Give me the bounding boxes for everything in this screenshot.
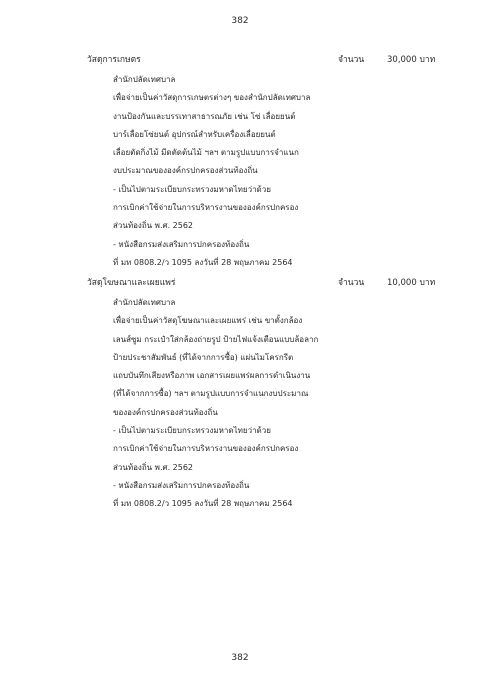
description-line: เลื่อยตัดกิ่งไม้ มีดตัดต้นไม้ ฯลฯ ตามรูปแบบการจำแนก [113,148,299,158]
budget-item-advertising-materials [87,275,457,514]
budget-amount: 10,000 บาท [387,278,436,288]
description-line: - เป็นไปตามระเบียบกระทรวงมหาดไทยว่าด้วย [113,426,271,436]
description-line: - หนังสือกรมส่งเสริมการปกครองท้องถิ่น [113,480,250,490]
description-line: งานป้องกันและบรรเทาสาธารณภัย เช่น โซ่ เลื่อยยนต์ [113,111,296,121]
description-line: ส่วนท้องถิ่น พ.ศ. 2562 [113,462,194,472]
budget-item-description [113,294,457,514]
description-line: การเบิกค่าใช้จ่ายในการบริหารงานขององค์กรปกครอง [113,444,299,454]
description-line: ที่ มท 0808.2/ว 1095 ลงวันที่ 28 พฤษภาคม 2564 [113,257,293,267]
quantity-label: จำนวน [338,55,365,65]
description-line: - หนังสือกรมส่งเสริมการปกครองท้องถิ่น [113,239,250,249]
description-line: ป้ายประชาสัมพันธ์ (ที่ได้จากการซื้อ) แผ่นไมโครกรีต [113,352,294,362]
description-line: แถบบันทึกเสียงหรือภาพ เอกสารเผยแพร่ผลการดำเนินงาน [113,371,311,381]
description-line: สำนักปลัดเทศบาล [113,298,176,307]
budget-item-header [87,52,457,68]
quantity-label: จำนวน [338,278,365,288]
description-line: การเบิกค่าใช้จ่ายในการบริหารงานขององค์กรปกครอง [113,203,299,213]
description-line: เลนส์ซูม กระเป๋าใส่กล้องถ่ายรูป ป้ายไฟแจ้งเตือนแบบล้อลาก [113,334,319,344]
budget-item-description [113,71,457,272]
description-line: บาร์เลื่อยโซ่ยนต์ อุปกรณ์สำหรับเครื่องเลื่อยยนต์ [113,129,276,139]
description-line: งบประมาณขององค์กรปกครองส่วนท้องถิ่น [113,166,258,176]
description-line: ส่วนท้องถิ่น พ.ศ. 2562 [113,221,194,231]
budget-item-header [87,275,457,291]
description-line: สำนักปลัดเทศบาล [113,75,176,84]
budget-item-title: วัสดุการเกษตร [87,55,141,65]
description-line: - เป็นไปตามระเบียบกระทรวงมหาดไทยว่าด้วย [113,184,271,194]
description-line: เพื่อจ่ายเป็นค่าวัสดุการเกษตรต่างๆ ของสำนักปลัดเทศบาล [113,93,311,103]
page-number-top: 382 [231,16,249,26]
description-line: (ที่ได้จากการซื้อ) ฯลฯ ตามรูปแบบการจำแนกงบประมาณ [113,389,309,399]
budget-amount: 30,000 บาท [387,55,436,65]
description-line: เพื่อจ่ายเป็นค่าวัสดุโฆษณาและเผยแพร่ เช่น ขาตั้งกล้อง [113,316,303,326]
page-number-bottom: 382 [231,653,249,663]
budget-item-agricultural-materials [87,52,457,272]
description-line: ที่ มท 0808.2/ว 1095 ลงวันที่ 28 พฤษภาคม 2564 [113,499,293,509]
description-line: ขององค์กรปกครองส่วนท้องถิ่น [113,407,218,417]
budget-item-title: วัสดุโฆษณาและเผยแพร่ [87,278,176,288]
